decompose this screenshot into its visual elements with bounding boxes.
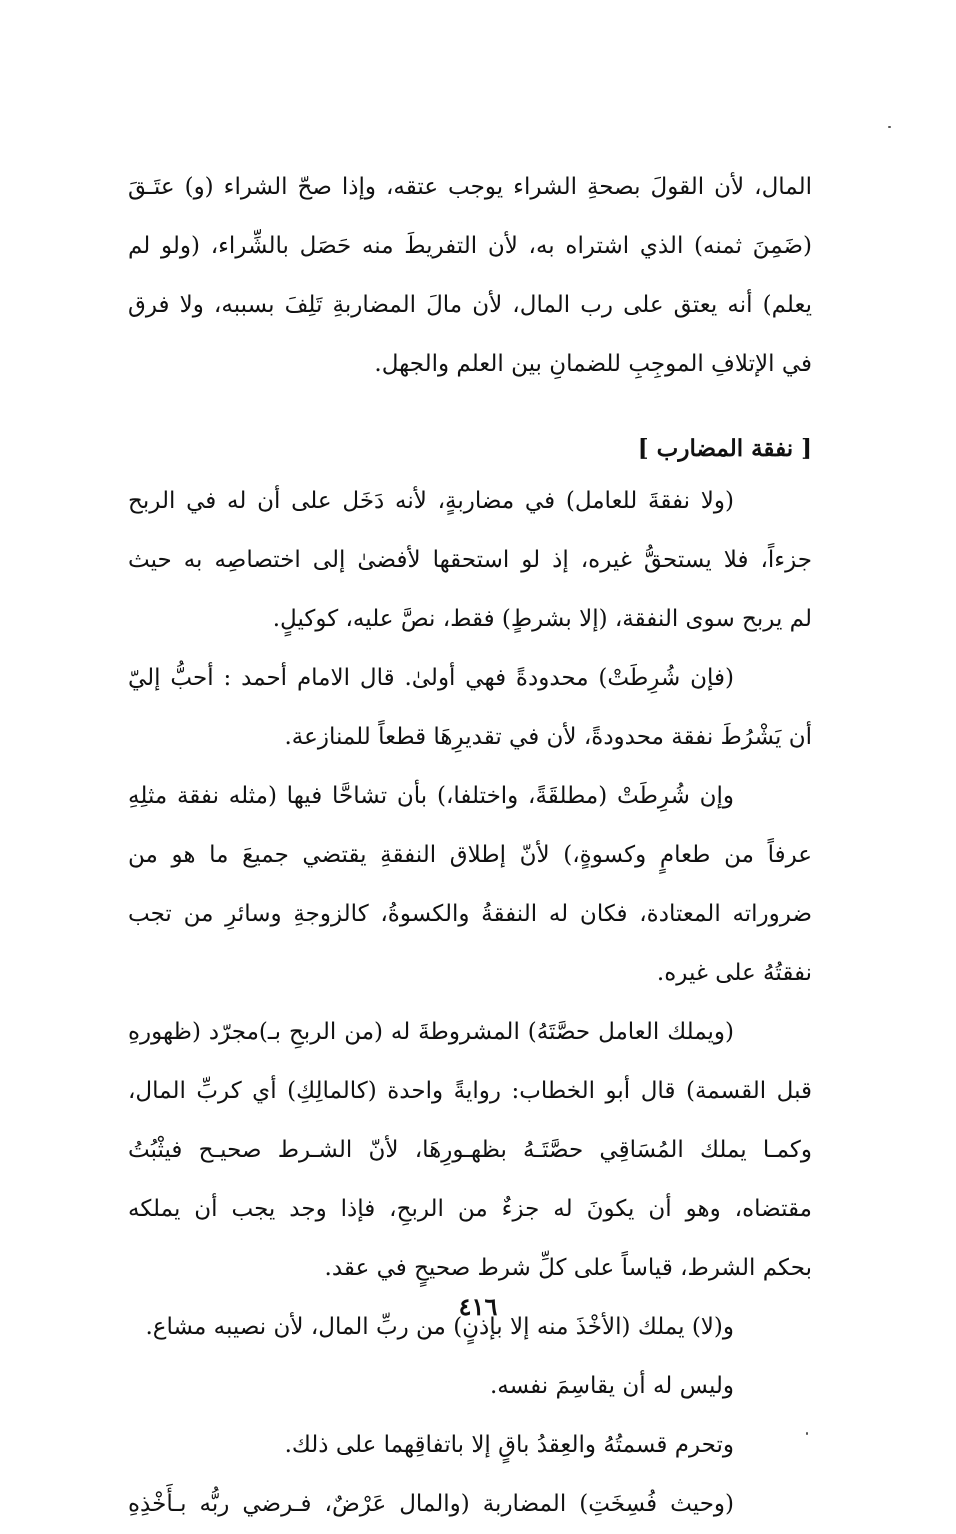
text-line: وليس له أن يقاسِمَ نفسه. bbox=[489, 1373, 734, 1399]
text-line: جزءاً، فلا يستحقُّ غيره، إذ لو استحقها لأفضىٰ إلى اختصاصِه به حيث bbox=[128, 547, 812, 573]
scan-speck bbox=[806, 1432, 808, 1435]
text-line: وإن شُرِطَتْ (مطلقَةً، واختلفا،) بأن تشاحَّا فيها (مثله نفقة مثلِهِ bbox=[128, 783, 734, 809]
scan-speck bbox=[888, 126, 891, 128]
text-line: وكمـا يملك المُسَاقِي حصَّتَـهُ بظهـورِهَا، لأنّ الشـرط صحيـح فيثْبُتُ bbox=[128, 1137, 812, 1163]
text-line: أن يَشْرُطَ نفقة محدودةً، لأن في تقديرِهَا قطعاً للمنازعة. bbox=[284, 724, 812, 750]
text-line: مقتضاه، وهو أن يكونَ له جزءٌ من الربحِ، فإذا وجد يجب أن يملكه bbox=[128, 1196, 812, 1222]
page-number: ٤١٦ bbox=[458, 1292, 498, 1321]
text-line: و(لا) يملك (الأخْذَ منه إلا بإذنٍ) من ربِّ المال، لأن نصيبه مشاع. bbox=[145, 1314, 734, 1340]
text-line: لم يربح سوى النفقة، (إلا بشرطٍ) فقط، نصَّ عليه، كوكيلٍ. bbox=[272, 606, 812, 632]
text-line: المال، لأن القولَ بصحةِ الشراء يوجب عتقه، وإذا صحّ الشراء (و) عتَـقَ bbox=[128, 174, 812, 200]
text-line: (فإن شُرِطَتْ) محدودةً فهي أولىٰ. قال الامام أحمد : أحبُّ إليّ bbox=[128, 665, 734, 691]
text-line: (ضَمِنَ ثمنه) الذي اشتراه به، لأن التفريطَ منه حَصَل بالشِّراء، (ولو لم bbox=[128, 233, 812, 259]
text-line: نفقتُهُ على غيره. bbox=[656, 960, 812, 986]
section-gap bbox=[128, 394, 812, 426]
text-line: (وحيث فُسِخَتِ) المضاربة (والمال عَرْضٌ، فـرضي ربُّه بـأَخْذِهِ bbox=[128, 1491, 734, 1517]
page-body bbox=[128, 158, 812, 1534]
text-line: قبل القسمة) قال أبو الخطاب: روايةً واحدة (كالمالِكِ) أي كربِّ المال، bbox=[128, 1078, 812, 1104]
text-line: ضروراته المعتادة، فكان له النفقةُ والكسوةُ، كالزوجةِ وسائرِ من تجب bbox=[128, 901, 812, 927]
text-line: (ولا نفقةَ للعامل) في مضاربةٍ، لأنه دَخَل على أن له في الربح bbox=[128, 488, 734, 514]
text-line: وتحرم قسمتُهُ والعِقدُ باقٍ إلا باتفاقِهما على ذلك. bbox=[284, 1432, 734, 1458]
text-line: عرفاً من طعامٍ وكسوةٍ،) لأنّ إطلاق النفقةِ يقتضي جميعَ ما هو من bbox=[128, 842, 812, 868]
text-line: (ويملك العامل حصَّتَهُ) المشروطةَ له (من الربحِ بـ)مجرّد (ظهورهِ bbox=[128, 1019, 734, 1045]
section-heading: [ نفقة المضارب ] bbox=[637, 435, 812, 462]
text-line: بحكم الشرط، قياساً على كلِّ شرط صحيحٍ في عقد. bbox=[324, 1255, 812, 1281]
text-line: في الإتلافِ الموجِبِ للضمانِ بين العلم والجهل. bbox=[374, 351, 812, 377]
text-line: يعلم) أنه يعتق على رب المال، لأن مالَ المضاربةِ تَلِفَ بسببه، ولا فرق bbox=[128, 292, 812, 318]
